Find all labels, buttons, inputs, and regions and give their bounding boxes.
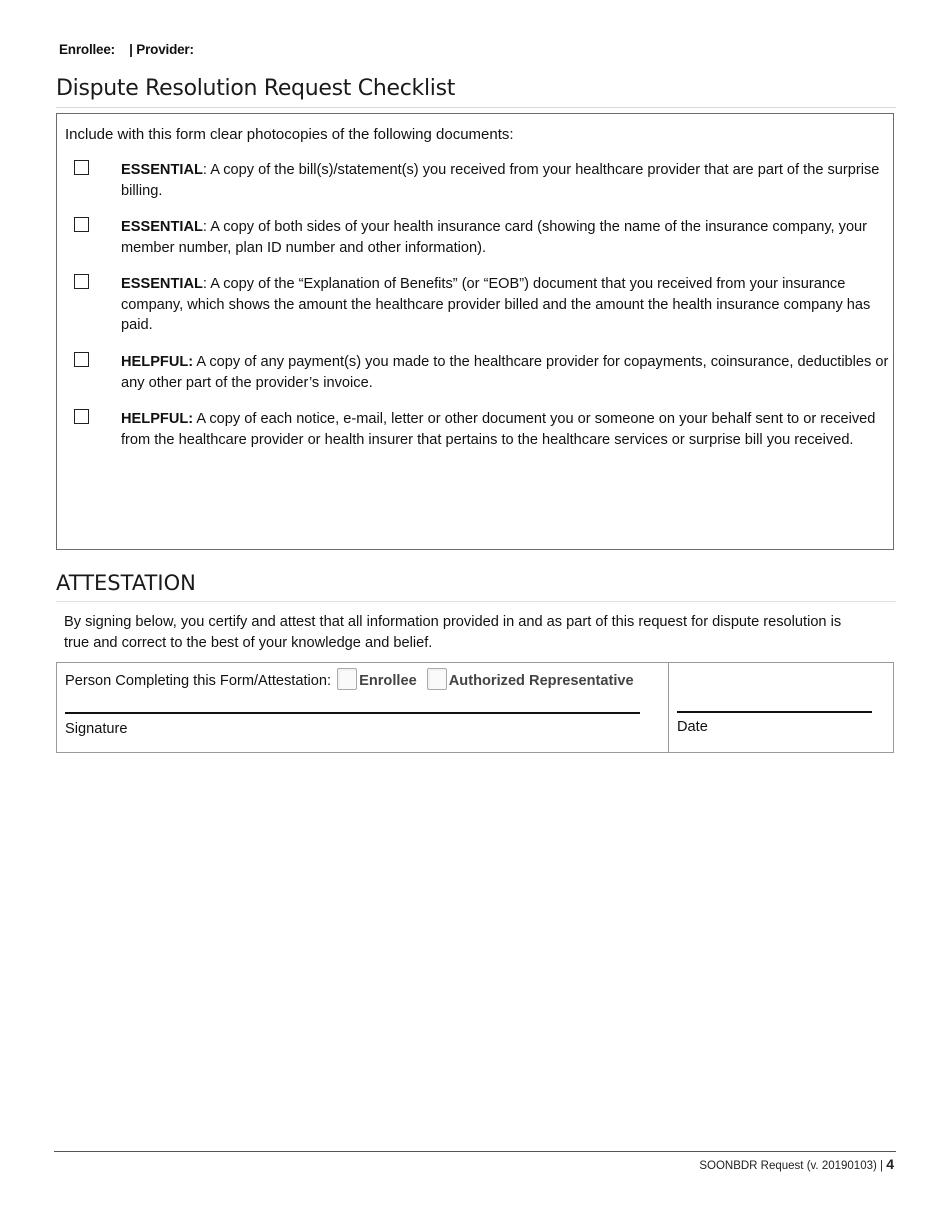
checkbox[interactable] (74, 217, 89, 232)
checkbox[interactable] (74, 352, 89, 367)
item-text: A copy of any payment(s) you made to the healthcare provider for copayments, coinsurance, deductibles or any other part of the provider’s invoice. (121, 354, 889, 391)
date-line[interactable] (677, 711, 872, 713)
signature-line[interactable] (65, 712, 640, 714)
item-tag: ESSENTIAL (121, 276, 203, 292)
signature-label: Signature (65, 721, 128, 737)
page-footer (699, 1156, 894, 1172)
signature-table (56, 662, 894, 753)
item-text: A copy of each notice, e-mail, letter or other document you or someone on your behalf sent to or received from the healthcare provider or health insurer that pertains to the healthcare services or surprise bill you received. (121, 411, 876, 448)
title-divider (56, 107, 896, 108)
item-tag: HELPFUL: (121, 354, 194, 370)
item-tag: ESSENTIAL (121, 219, 203, 235)
person-completing-label: Person Completing this Form/Attestation: (65, 673, 332, 689)
checklist-box (56, 113, 894, 550)
authorized-rep-option-label: Authorized Representative (448, 673, 634, 689)
page-title: Dispute Resolution Request Checklist (56, 76, 456, 101)
item-text: : A copy of both sides of your health insurance card (showing the name of the insurance company, your member number, plan ID number and other information). (121, 219, 868, 256)
table-divider (668, 663, 669, 752)
item-text: : A copy of the bill(s)/statement(s) you received from your healthcare provider that are part of the surprise billing. (121, 162, 880, 199)
attestation-text: By signing below, you certify and attest that all information provided in and as part of this request for dispute resolution is true and correct to the best of your knowledge and belief. (64, 614, 842, 651)
footer-doc-id: SOONBDR Request (v. 20190103) | (699, 1160, 883, 1172)
enrollee-label: Enrollee: (59, 42, 115, 57)
item-tag: HELPFUL: (121, 411, 194, 427)
page-number: 4 (886, 1156, 894, 1172)
checkbox[interactable] (74, 160, 89, 175)
checkbox[interactable] (74, 274, 89, 289)
checklist-intro: Include with this form clear photocopies of the following documents: (65, 126, 514, 143)
authorized-rep-checkbox[interactable] (427, 668, 447, 690)
attestation-divider (56, 601, 896, 602)
date-label: Date (677, 719, 708, 735)
enrollee-option-label: Enrollee (359, 673, 417, 689)
checkbox[interactable] (74, 409, 89, 424)
footer-divider (54, 1151, 896, 1152)
item-tag: ESSENTIAL (121, 162, 203, 178)
enrollee-checkbox[interactable] (337, 668, 357, 690)
page-header (59, 42, 194, 57)
person-completing-row (65, 668, 634, 690)
provider-label: | Provider: (129, 42, 194, 57)
item-text: : A copy of the “Explanation of Benefits” (or “EOB”) document that you received from your insurance company, which shows the amount the healthcare provider billed and the amount the health insurance company has paid. (121, 276, 871, 333)
attestation-title: ATTESTATION (56, 571, 196, 595)
